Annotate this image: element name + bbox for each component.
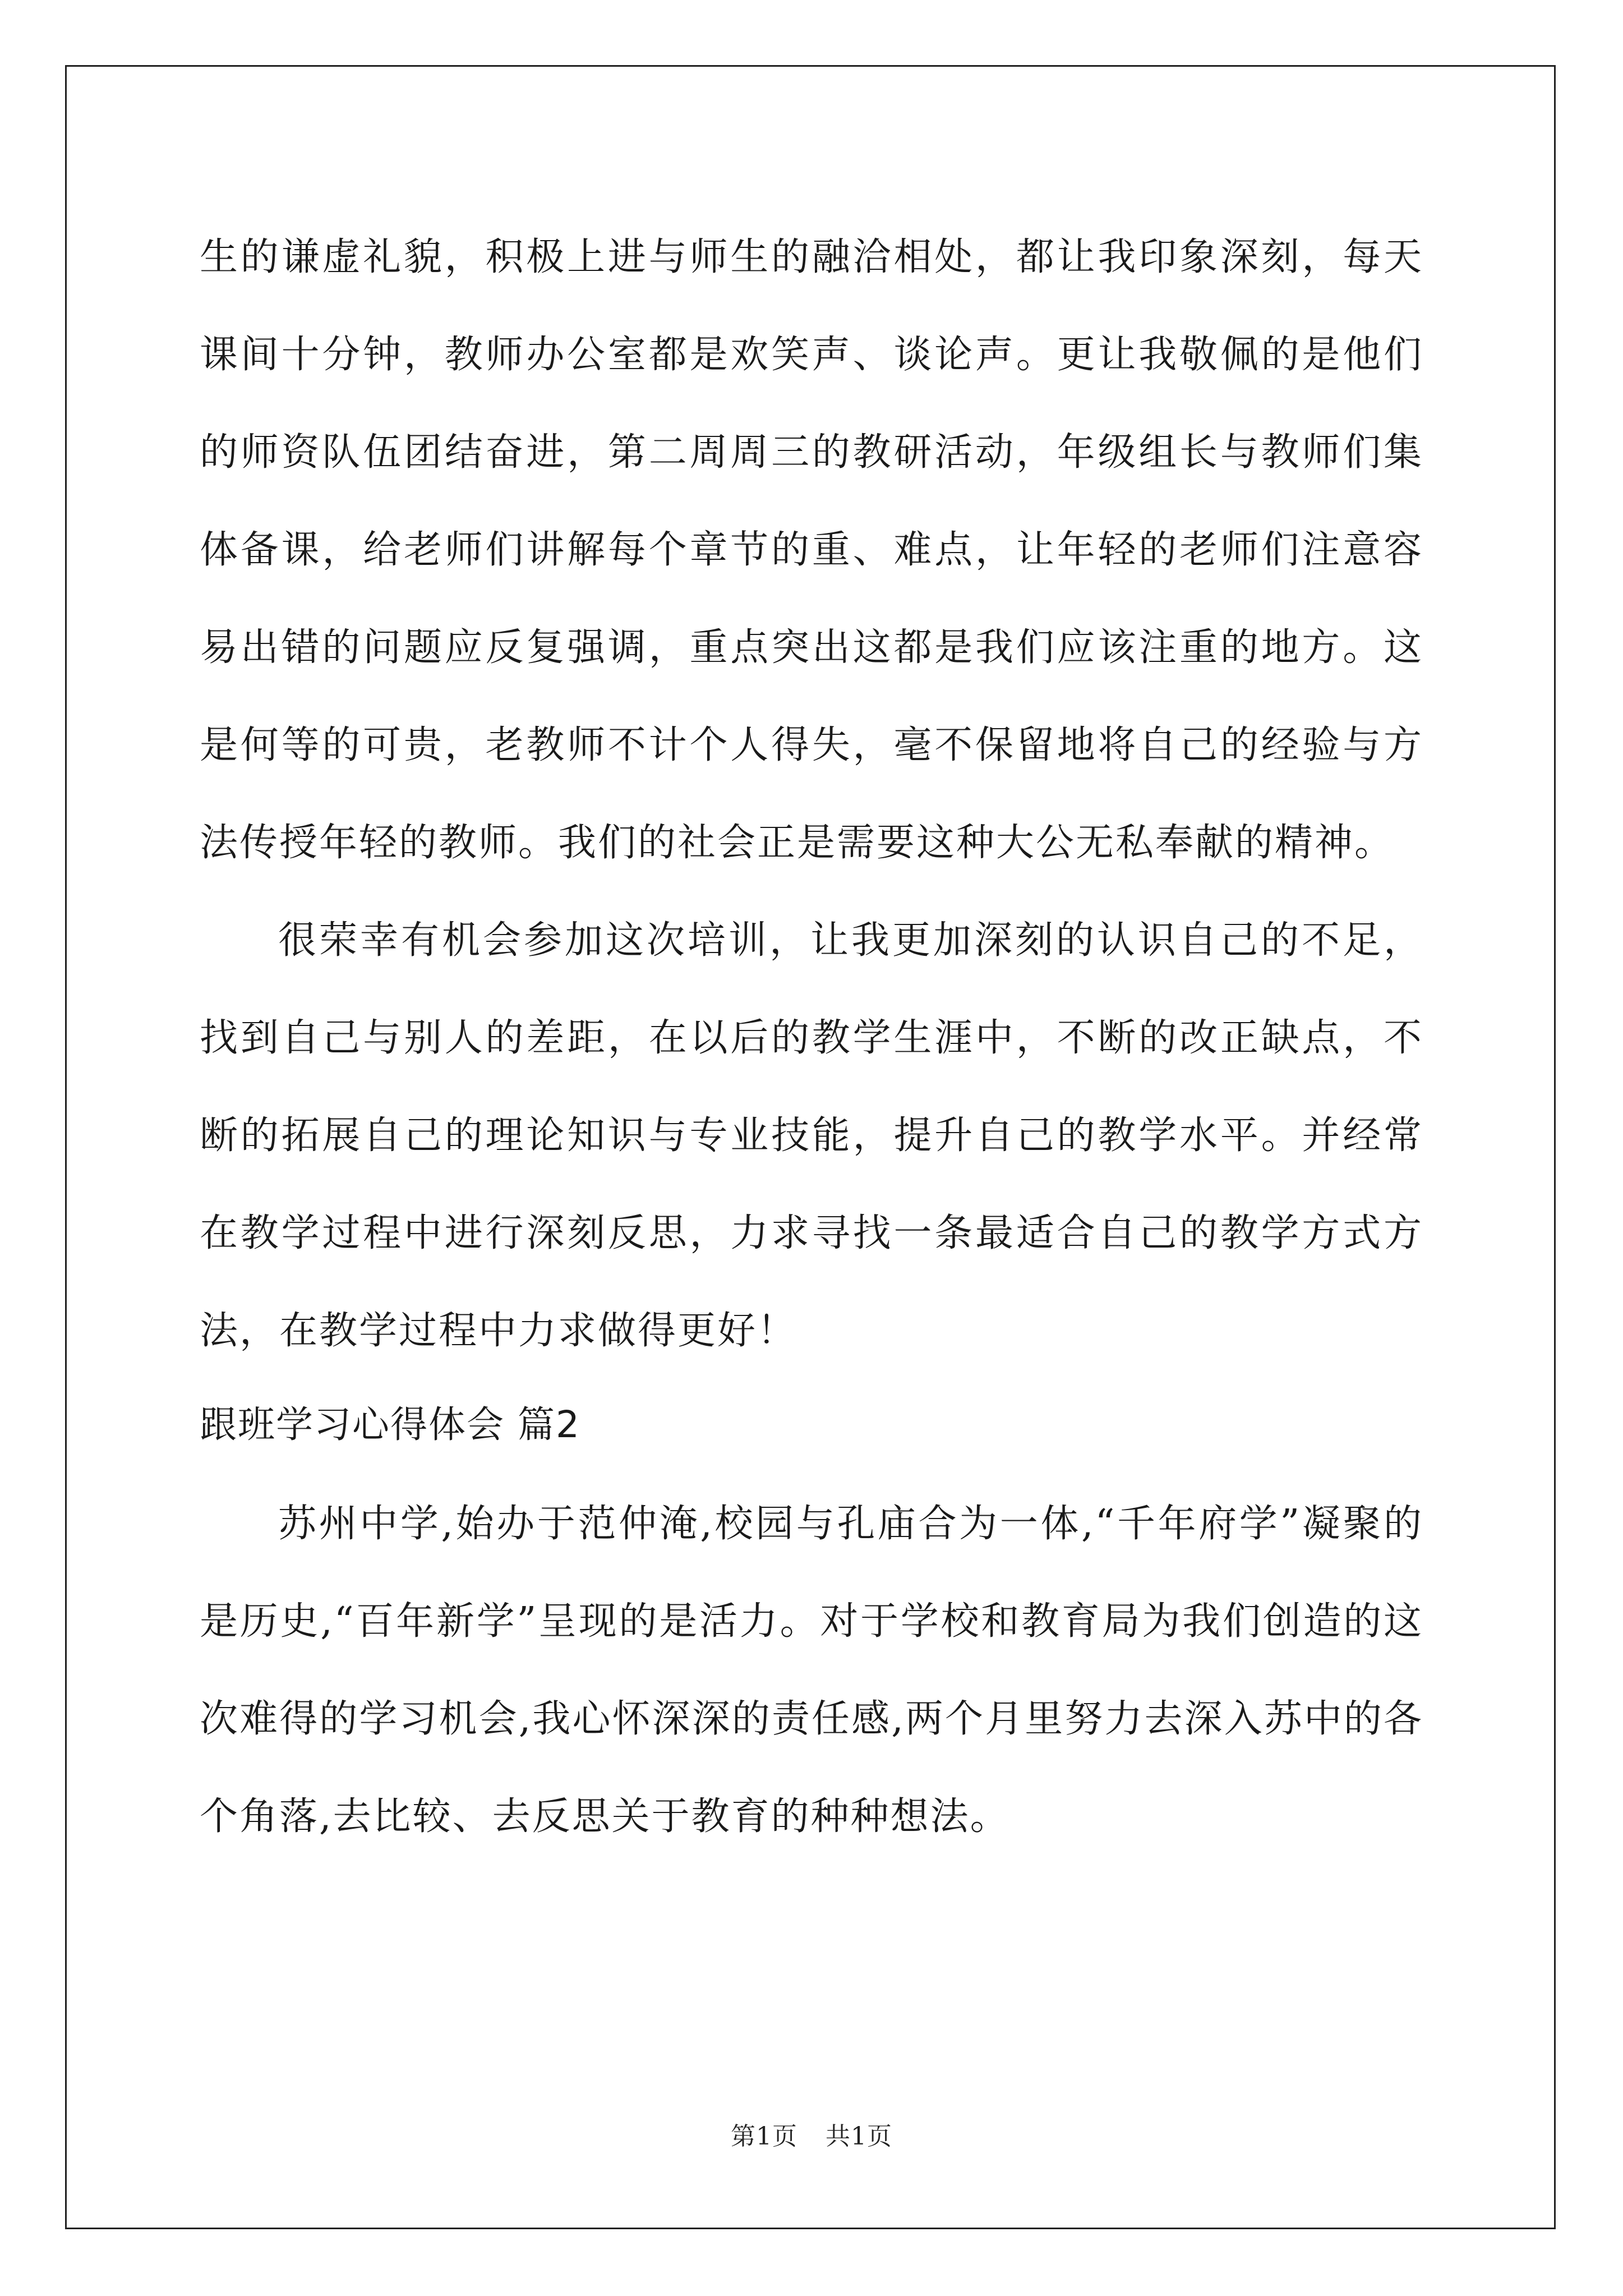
- page-number: 第1页: [731, 2122, 797, 2151]
- paragraph-training-reflection: 很荣幸有机会参加这次培训，让我更加深刻的认识自己的不足，找到自己与别人的差距，在以后的教学生涯中，不断的改正缺点，不断的拓展自己的理论知识与专业技能，提升自己的教学水平。并经常在教学过程中进行深刻反思，力求寻找一条最适合自己的教学方式方法，在教学过程中力求做得更好！: [200, 918, 1423, 1353]
- section-title: 跟班学习心得体会 篇2: [200, 1403, 580, 1446]
- document-body: [200, 209, 1423, 1866]
- page-footer: [0, 2116, 1623, 2152]
- page-total: 共1页: [826, 2122, 892, 2151]
- paragraph-continued: 生的谦虚礼貌，积极上进与师生的融洽相处，都让我印象深刻，每天课间十分钟，教师办公室都是欢笑声、谈论声。更让我敬佩的是他们的师资队伍团结奋进，第二周周三的教研活动，年级组长与教师们集体备课，给老师们讲解每个章节的重、难点，让年轻的老师们注意容易出错的问题应反复强调，重点突出这都是我们应该注重的地方。这是何等的可贵，老教师不计个人得失，毫不保留地将自己的经验与方法传授年轻的教师。我们的社会正是需要这种大公无私奉献的精神。: [200, 235, 1423, 865]
- paragraph-suzhou-school: 苏州中学,始办于范仲淹,校园与孔庙合为一体,“千年府学”凝聚的是历史,“百年新学”呈现的是活力。对于学校和教育局为我们创造的这次难得的学习机会,我心怀深深的责任感,两个月里努力去深入苏中的各个角落,去比较、去反思关于教育的种种想法。: [200, 1502, 1423, 1839]
